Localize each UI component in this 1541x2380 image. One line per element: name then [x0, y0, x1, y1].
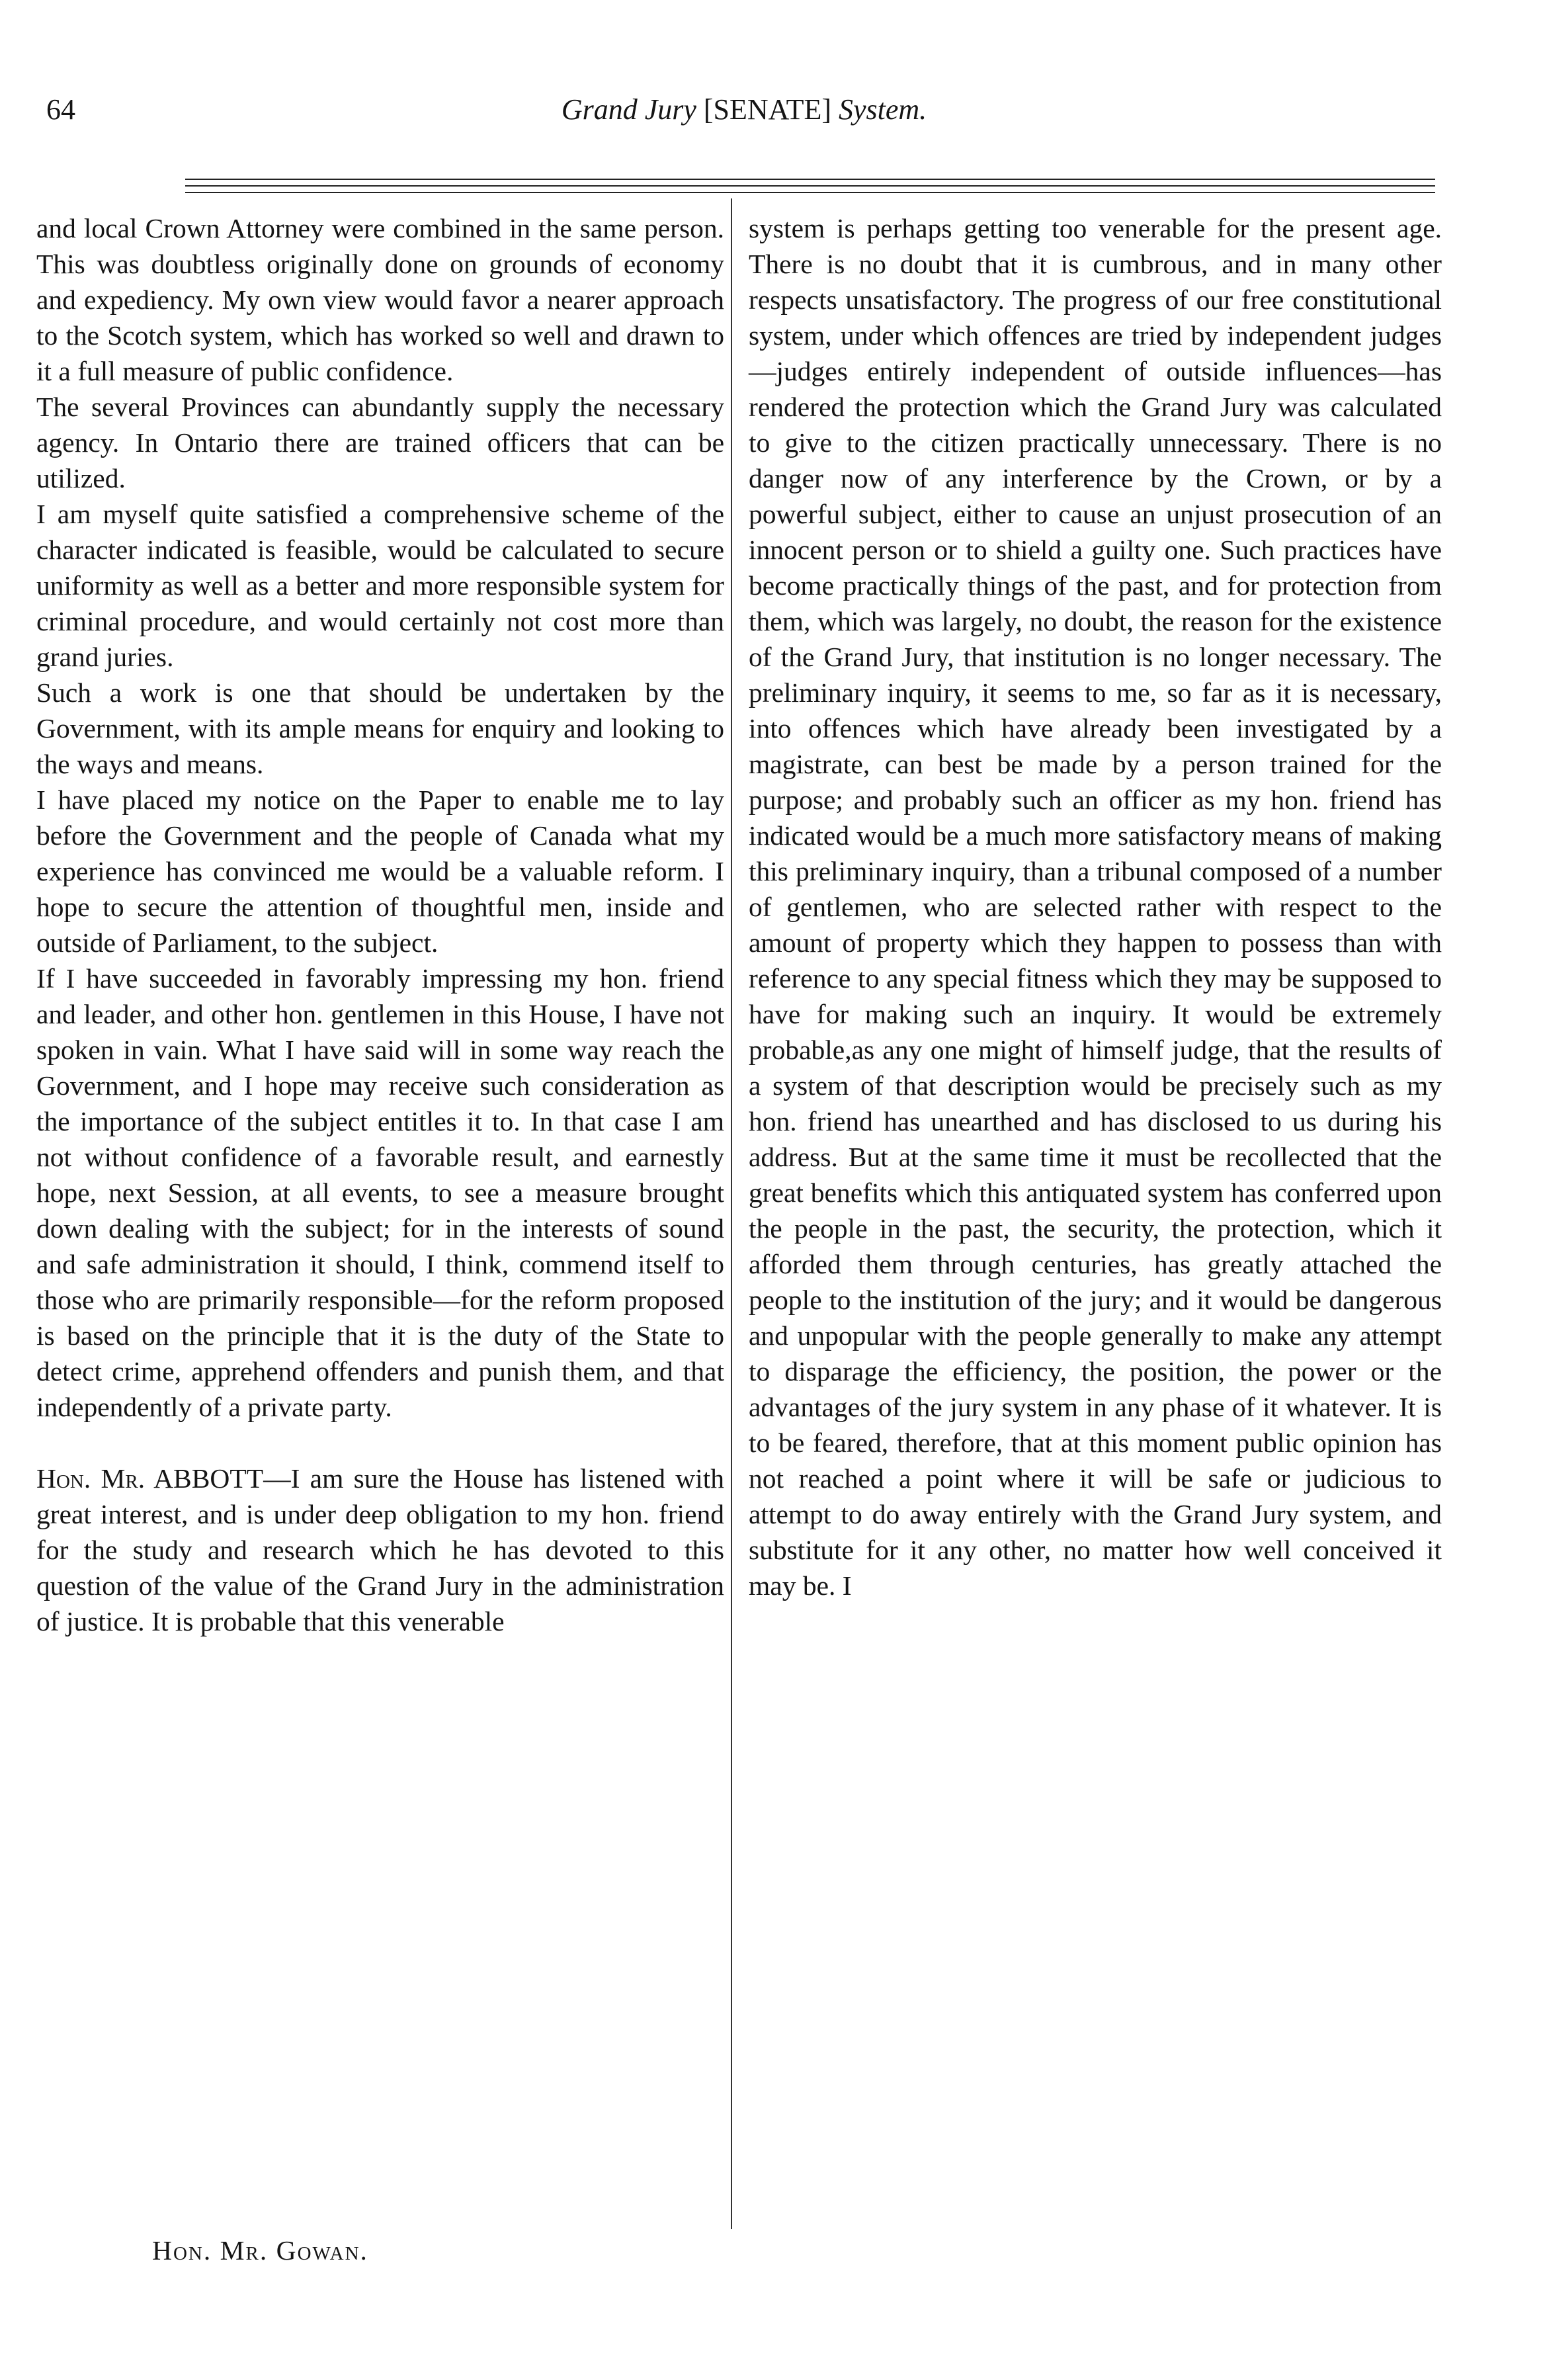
header-rule-middle — [185, 185, 1435, 187]
header-rule-top — [185, 179, 1435, 180]
running-title — [46, 93, 1442, 126]
running-title-part3: System. — [839, 93, 927, 126]
left-paragraph-4: Such a work is one that should be undertaken by the Government, with its ample means for enquiry and looking to the ways and means. — [36, 677, 724, 779]
right-column — [749, 210, 1442, 1603]
left-paragraph-5: I have placed my notice on the Paper to enable me to lay before the Government and the people of Canada what my experience has convinced me would be a valuable reform. I hope to secure the attention of thoughtful men, inside and outside of Parliament, to the subject. — [36, 785, 724, 958]
left-paragraph-1: and local Crown Attorney were combined in the same person. This was doubtless originally done on grounds of economy and expediency. My own view would favor a nearer approach to the Scotch system, which has worked so well and drawn to it a full measure of public confidence. — [36, 213, 724, 386]
right-paragraph-1: system is perhaps getting too venerable for the present age. There is no doubt that it is cumbrous, and in many other respects unsatisfactory. The progress of our free constitutional system, under which offences are tried by independent judges—judges entirely independent of outside influences—has rendered the protection which the Grand Jury was calculated to give to the citizen practically unnecessary. There is no danger now of any interference by the Crown, or by a powerful subject, either to cause an unjust prosecution of an innocent person or to shield a guilty one. Such practices have become practically things of the past, and for protection from them, which was largely, no doubt, the reason for the existence of the Grand Jury, that institution is no longer necessary. The preliminary inquiry, it seems to me, so far as it is necessary, into offences which have already been investigated by a magistrate, can best be made by a person trained for the purpose; and probably such an officer as my hon. friend has indicated would be a much more satisfactory means of making this preliminary inquiry, than a tribunal composed of a number of gentlemen, who are selected rather with respect to the amount of property which they happen to possess than with reference to any special fitness which they may be supposed to have for making such an inquiry. It would be extremely probable,as any one might of himself judge, that the results of a system of that description would be precisely such as my hon. friend has unearthed and has disclosed to us during his address. But at the same time it must be recollected that the great benefits which this antiquated system has conferred upon the people in the past, the security, the protection, which it afforded them through centuries, has greatly attached the people to the institution of the jury; and it would be dangerous and unpopular with the people generally to make any attempt to disparage the efficiency, the position, the power or the advantages of the jury system in any phase of it whatever. It is to be feared, therefore, that at this moment public opinion has not reached a point where it will be safe or judicious to attempt to do away entirely with the Grand Jury system, and substitute for it any other, no matter how well conceived it may be. I — [749, 213, 1442, 1601]
page-header — [46, 93, 1442, 152]
left-column — [36, 210, 724, 1639]
running-title-senate: [SENATE] — [696, 93, 839, 126]
speaker-remarks: —I am sure the House has listened with great interest, and is under deep obligation to my hon. friend for the study and research which he has devoted to this question of the value of the Grand Jury in the administration of justice. It is probable that this venerable — [36, 1463, 725, 1636]
footer-speaker-label: Hon. Mr. Gowan. — [152, 2235, 368, 2266]
speaker-name: Hon. Mr. ABBOTT — [36, 1463, 264, 1494]
left-paragraph-6: If I have succeeded in favorably impressing my hon. friend and leader, and other hon. gentlemen in this House, I have not spoken in vain. What I have said will in some way reach the Government, and I hope may receive such consideration as the importance of the subject entitles it to. In that case I am not without confidence of a favorable result, and earnestly hope, next Session, at all events, to see a measure brought down dealing with the subject; for in the interests of sound and safe administration it should, I think, commend itself to those who are primarily responsible—for the reform proposed is based on the principle that it is the duty of the State to detect crime, apprehend offenders and punish them, and that independently of a private party. — [36, 963, 724, 1422]
column-divider — [731, 198, 732, 2229]
header-rule-bottom — [185, 192, 1435, 193]
left-paragraph-7 — [36, 1461, 724, 1639]
left-paragraph-2: The several Provinces can abundantly supply the necessary agency. In Ontario there are trained officers that can be utilized. — [36, 392, 724, 493]
left-paragraph-3: I am myself quite satisfied a comprehensive scheme of the character indicated is feasible, would be calculated to secure uniformity as well as a better and more responsible system for criminal procedure, and would certainly not cost more than grand juries. — [36, 499, 724, 672]
running-title-part1: Grand Jury — [561, 93, 696, 126]
speaker-gap — [36, 1425, 724, 1461]
page-number: 64 — [46, 93, 75, 126]
